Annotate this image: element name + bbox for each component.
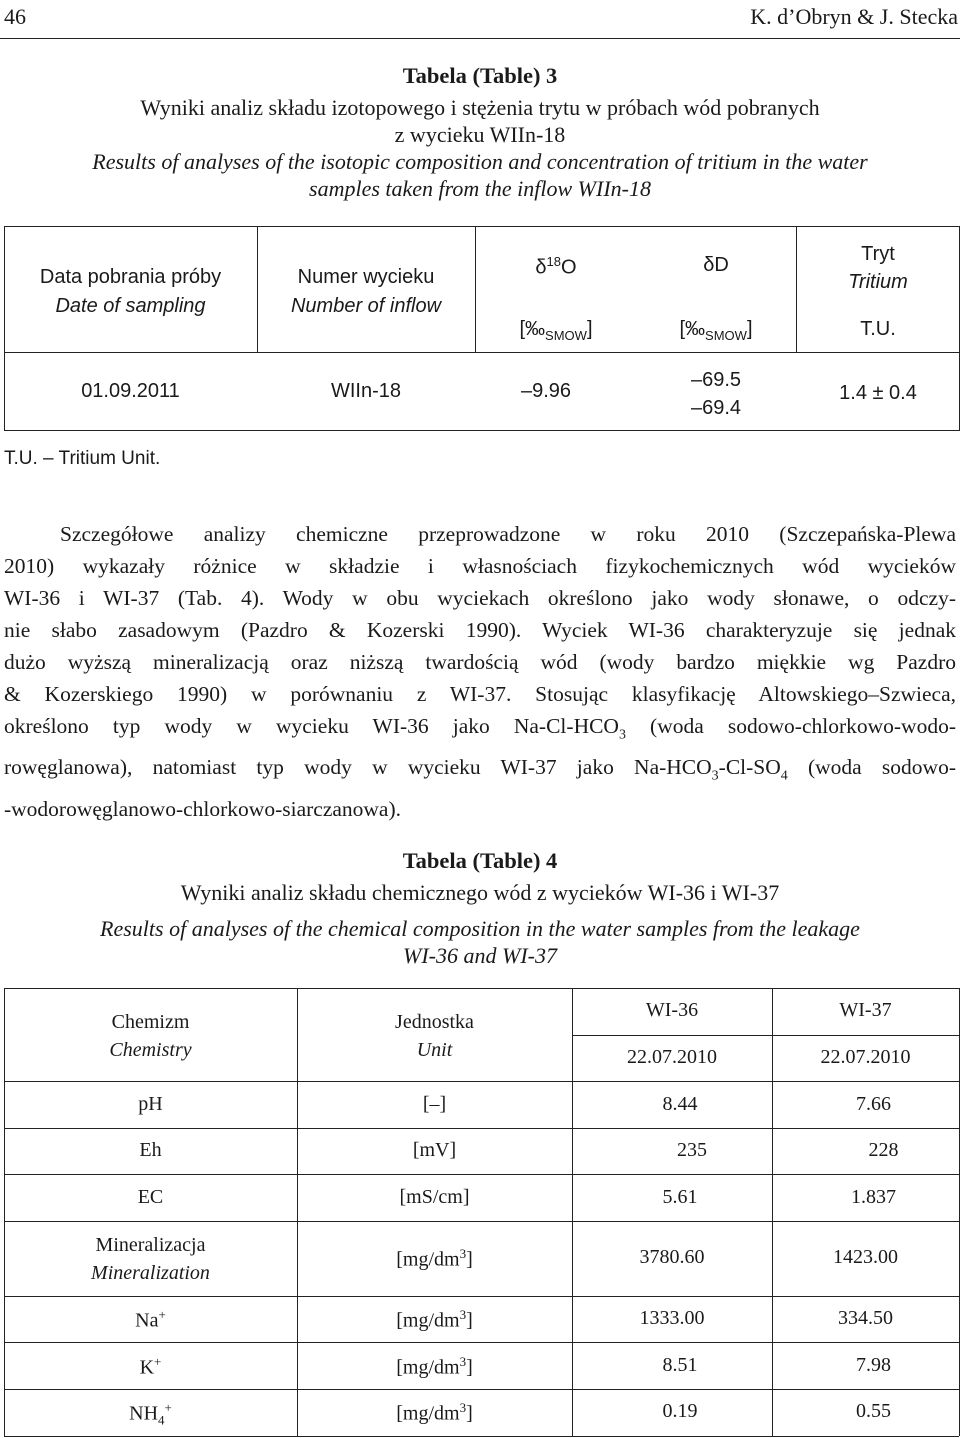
table4-value-wi36: 5.61 [662,1186,698,1208]
col-chemistry-pl: Chemizm [111,1011,190,1033]
col-o18-delta: δ [535,256,547,279]
unit-base: [mg/dm [396,1356,460,1379]
param-pl: Mineralizacja [95,1234,206,1256]
table4-value-wi37: 1.837 [851,1186,896,1208]
col-tritium-en: Tritium [848,271,908,293]
table4-value-wi36: 0.19 [662,1400,698,1422]
text-run: określono typ wody w wycieku WI-36 jako Na-Cl-HCO [4,714,619,738]
paragraph-line: nie słabo zasadowym (Pazdro & Kozerski 1990). Wyciek WI-36 charakteryzuje się jednak [4,618,956,642]
table4-label: Tabela (Table) 4 [402,848,558,873]
table4-rule [4,1389,959,1390]
table3-cell-date: 01.09.2011 [81,380,180,402]
unit-base: [mg/dm [396,1309,460,1332]
table4-value-wi37: 7.66 [856,1093,891,1115]
unit-sub: SMOW [545,328,587,343]
table4-rule [4,1221,959,1222]
table3-title-en-1: Results of analyses of the isotopic composition and concentration of tritium in the water [92,149,868,174]
table4-date-wi37: 22.07.2010 [820,1046,911,1068]
table3-header-rule [4,352,960,353]
table4-param [4,1400,297,1429]
table4-unit: [mV] [412,1139,457,1161]
table4-rule [4,1436,959,1437]
table3-label: Tabela (Table) 3 [402,63,558,88]
table4-value-wi36: 8.51 [662,1354,698,1376]
paragraph-line: WI-36 i WI-37 (Tab. 4). Wody w obu wyciekach określono jako wody słonawe, o odczy- [4,586,956,610]
subscript: 4 [780,768,788,784]
table4-unit: [mS/cm] [399,1186,470,1208]
text-run: (woda sodowo-chlorkowo-wodo- [625,714,956,738]
unit-open: [‰ [679,318,706,340]
table4-unit: [–] [422,1093,447,1115]
table4-value-wi37: 1423.00 [833,1246,898,1268]
paragraph-line [4,751,956,792]
table3-unit-o18 [476,318,636,343]
unit-sup: 3 [459,1246,467,1261]
param-base: NH [129,1402,159,1425]
unit-sub: SMOW [705,328,747,343]
table4-value-wi37: 0.55 [856,1400,891,1422]
table4-value-wi37: 228 [868,1139,899,1161]
param-sub: 4 [158,1412,165,1428]
col-date-pl: Data pobrania próby [39,266,222,288]
table4-col-wi37: WI-37 [839,999,892,1021]
table4-param [4,1354,297,1380]
table3-cell-inflow: WIIn-18 [330,380,402,402]
table3-bottom-rule [4,430,960,431]
col-unit-pl: Jednostka [395,1011,474,1033]
table3-title-pl-2: z wycieku WIIn-18 [394,122,566,147]
param-base: Na [135,1309,159,1332]
table3-unit-dd [636,318,796,343]
table3-title-en-2: samples taken from the inflow WIIn-18 [309,176,651,201]
paragraph-line: dużo wyższą mineralizacją oraz niższą twardością wód (wody bardzo miękkie wg Pazdro [4,650,956,674]
table4-rule [4,1296,959,1297]
cell-dd-1: –69.5 [690,369,742,391]
table3-col-date [4,263,257,321]
unit-base: [mg/dm [396,1248,460,1271]
table4-title-pl: Wyniki analiz składu chemicznego wód z wycieków WI-36 i WI-37 [180,880,780,905]
table4-value-wi36: 1333.00 [639,1307,705,1329]
table4-value-wi36: 8.44 [662,1093,698,1115]
table4-value-wi37: 7.98 [856,1354,891,1376]
table4-rule [4,1081,959,1082]
running-head-authors: K. d’Obryn & J. Stecka [750,4,958,29]
param-sup: + [154,1354,162,1369]
unit-end: ] [466,1309,473,1332]
param-sup: + [158,1307,166,1322]
table4-param: pH [138,1093,163,1115]
table4-value-wi36: 235 [677,1139,707,1161]
param-sup: + [164,1400,172,1415]
col-number-en: Number of inflow [290,295,442,317]
table4-title-en-2: WI-36 and WI-37 [403,943,557,968]
unit-end: ] [466,1402,473,1425]
text-run: -Cl-SO [718,755,781,780]
text-run: (woda sodowo- [787,755,956,780]
table3-cell-tritium: 1.4 ± 0.4 [839,382,917,404]
table4-param [4,1231,297,1287]
table3-cell-o18: –9.96 [520,380,572,402]
unit-base: [mg/dm [396,1402,460,1425]
unit-sup: 3 [459,1354,467,1369]
col-unit-en: Unit [416,1039,453,1061]
unit-sup: 3 [459,1307,467,1322]
col-o18-element: O [561,256,577,279]
unit-end: ] [466,1248,473,1271]
table4-col-wi36: WI-36 [645,999,699,1021]
table4-col-chemistry [4,1008,297,1064]
unit-end: ] [466,1356,473,1379]
table3-top-rule [4,226,960,227]
table3-unit-tu: T.U. [860,318,896,340]
table3-title-pl-1: Wyniki analiz składu izotopowego i stężenia trytu w próbach wód pobranych [140,95,820,120]
table4-col-unit [297,1008,572,1064]
table4-unit [297,1246,572,1272]
table4-title-en-1: Results of analyses of the chemical composition in the water samples from the leakage [100,916,860,941]
table4-rule [4,1342,959,1343]
body-paragraph [4,518,956,825]
table4-unit [297,1400,572,1426]
unit-sup: 3 [459,1400,467,1415]
table4-date-wi36: 22.07.2010 [627,1046,717,1068]
table3-col-dd: δD [703,254,729,276]
paragraph-line: & Kozerskiego 1990) w porównaniu z WI-37. Stosując klasyfikację Altowskiego–Szwieca, [4,682,956,706]
subscript: 3 [711,768,719,784]
subscript: 3 [618,727,626,743]
unit-open: [‰ [519,318,546,340]
paragraph-line: 2010) wykazały różnice w składzie i własnościach fizykochemicznych wód wycieków [4,554,956,578]
table3-col-tritium [797,240,959,296]
table4-rule [4,988,959,989]
table3-cell-dd [636,366,796,422]
col-number-pl: Numer wycieku [297,266,435,288]
unit-close: ] [746,318,753,340]
table3-footnote: T.U. – Tritium Unit. [4,448,161,469]
page-number: 46 [4,4,26,29]
table4-rule [4,1174,959,1175]
table4-param: EC [137,1186,164,1208]
unit-close: ] [586,318,593,340]
paragraph-line: -wodorowęglanowo-chlorkowo-siarczanowa). [4,796,402,821]
param-en: Mineralization [91,1262,210,1284]
col-o18-sup: 18 [546,254,562,269]
col-date-en: Date of sampling [55,295,206,317]
col-chemistry-en: Chemistry [109,1039,192,1061]
table4-param: Eh [139,1139,162,1161]
table4-unit [297,1307,572,1333]
param-base: K [139,1356,155,1379]
paragraph-line [4,710,956,751]
header-rule [0,38,960,39]
cell-dd-2: –69.4 [690,397,742,419]
text-run: rowęglanowa), natomiast typ wody w wycieku WI-37 jako Na-HCO [4,755,712,780]
table3-col-o18 [476,254,636,280]
col-tritium-pl: Tryt [861,243,895,265]
table4-value-wi36: 3780.60 [639,1246,705,1268]
table4-caption [0,847,960,969]
table4-param [4,1307,297,1333]
table4-unit [297,1354,572,1380]
table3-caption [0,62,960,202]
table3-col-number [257,263,475,321]
table4-value-wi37: 334.50 [838,1307,893,1329]
table4-rule [572,1035,959,1036]
table4-rule [4,1128,959,1129]
paragraph-line: Szczegółowe analizy chemiczne przeprowadzone w roku 2010 (Szczepańska-Plewa [60,522,956,546]
